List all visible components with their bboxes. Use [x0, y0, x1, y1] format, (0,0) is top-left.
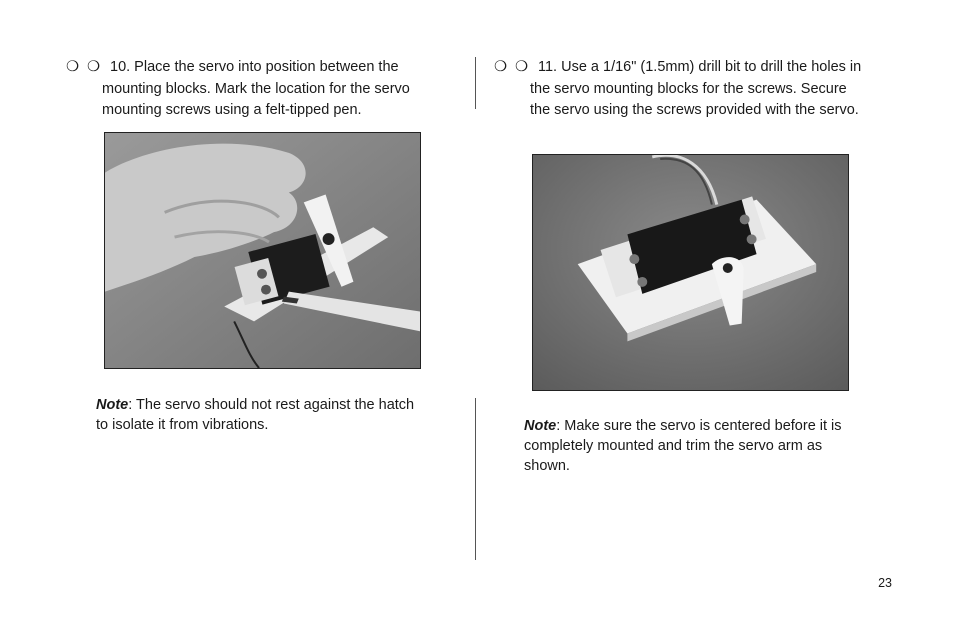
note-right	[524, 416, 854, 476]
step-11-text: 11. Use a 1/16" (1.5mm) drill bit to drill the holes in the servo mounting blocks for the screws. Secure the servo using the screws provided with the servo.	[530, 59, 862, 118]
step-10-text: 10. Place the servo into position between the mounting blocks. Mark the location for the servo mounting screws using a felt-tipped pen.	[102, 59, 410, 118]
step-11-checkboxes[interactable]: ❍ ❍	[494, 59, 531, 75]
column-divider-top	[475, 57, 476, 109]
photo-servo-marking	[104, 132, 421, 369]
step-10	[66, 57, 436, 122]
note-left	[96, 395, 416, 435]
step-10-checkboxes[interactable]: ❍ ❍	[66, 59, 103, 75]
note-left-text: : The servo should not rest against the hatch to isolate it from vibrations.	[96, 397, 415, 433]
servo-mounted-illustration	[533, 155, 848, 390]
column-divider-bottom	[475, 398, 476, 560]
photo-servo-mounted	[532, 154, 849, 391]
note-right-label: Note	[524, 418, 557, 434]
page-number: 23	[878, 576, 892, 590]
note-right-text: : Make sure the servo is centered before it is completely mounted and trim the servo arm as shown.	[524, 418, 842, 474]
servo-marking-illustration	[105, 133, 420, 368]
note-left-label: Note	[96, 397, 129, 413]
step-11	[494, 57, 866, 122]
